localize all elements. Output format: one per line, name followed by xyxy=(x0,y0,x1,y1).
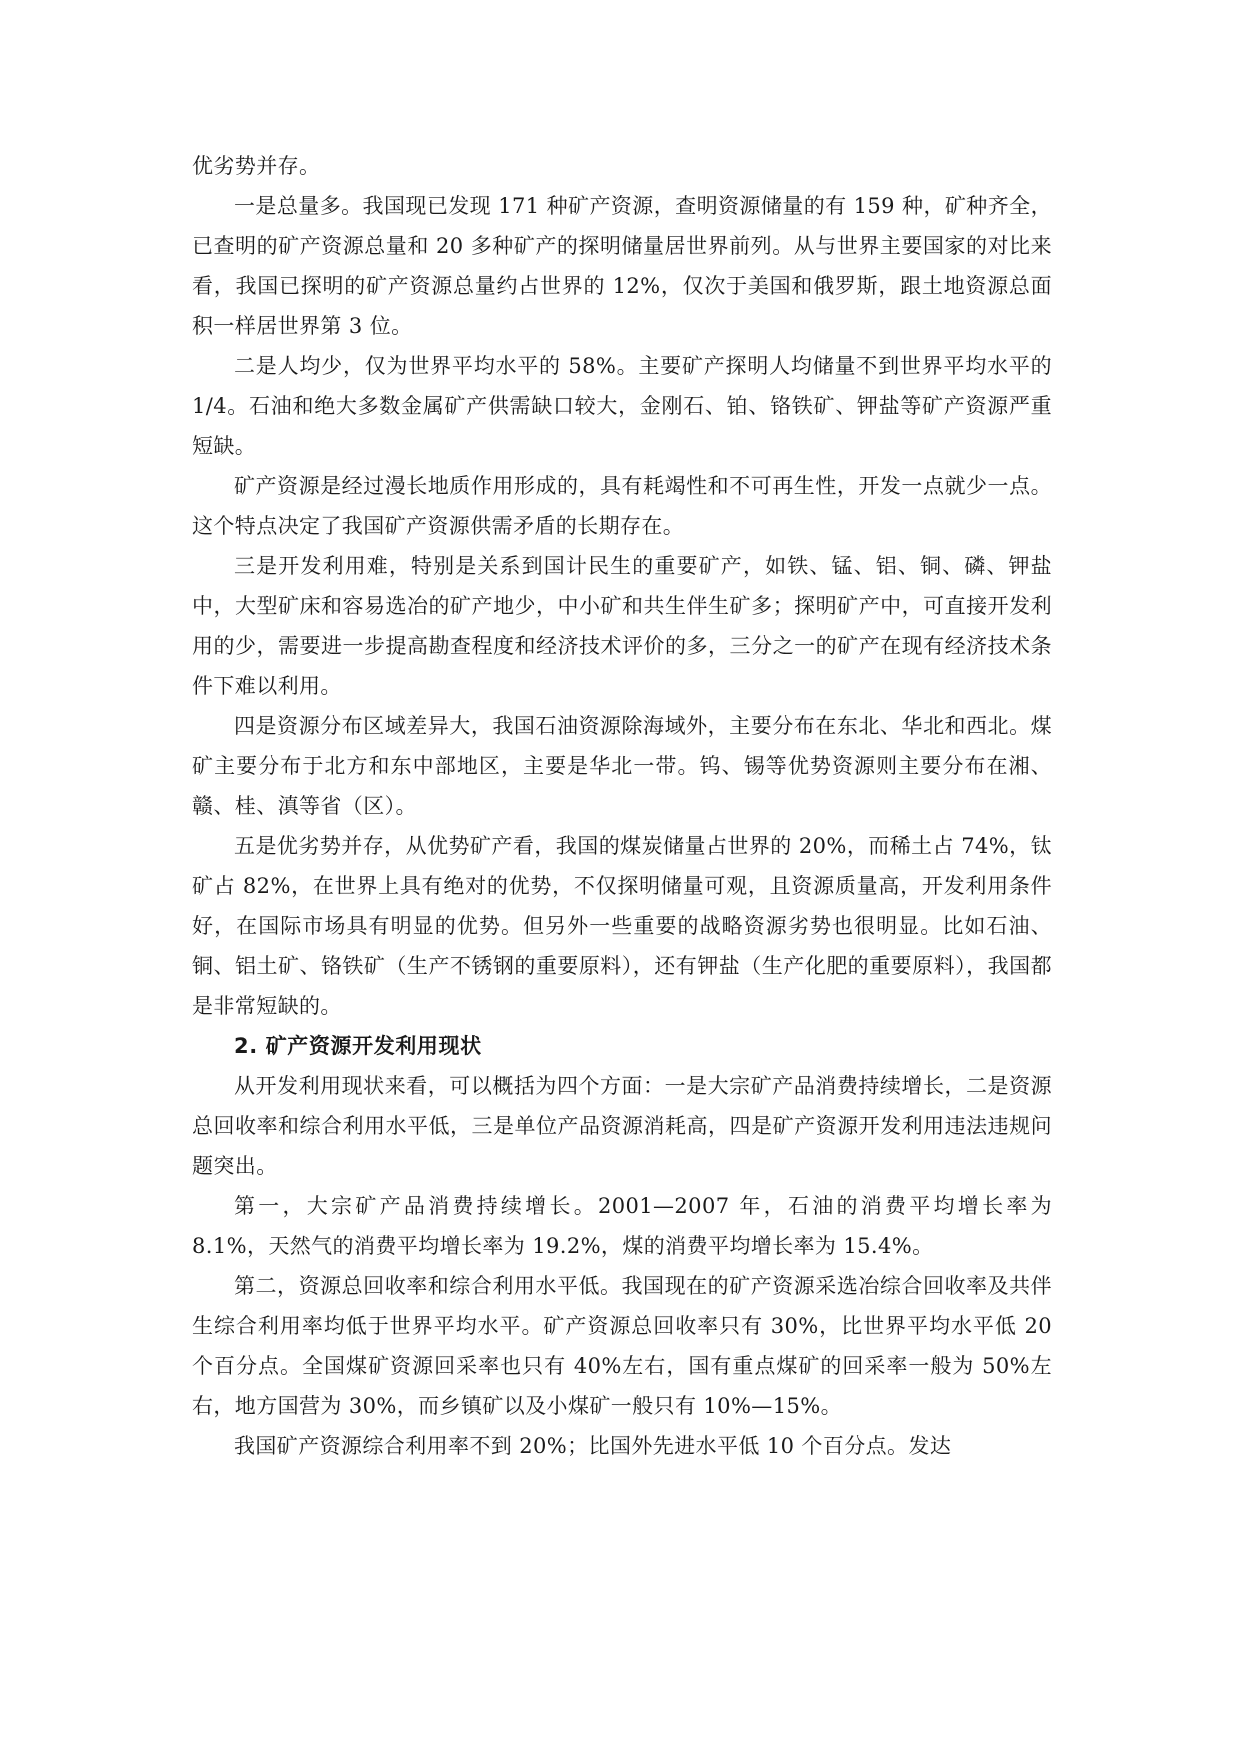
paragraph-regional-distribution: 四是资源分布区域差异大，我国石油资源除海域外，主要分布在东北、华北和西北。煤矿主要分布于北方和东中部地区，主要是华北一带。钨、锡等优势资源则主要分布在湘、赣、桂、滇等省（区）。 xyxy=(192,714,1052,818)
paragraph-per-capita: 二是人均少，仅为世界平均水平的 58%。主要矿产探明人均储量不到世界平均水平的 1/4。石油和绝大多数金属矿产供需缺口较大，金刚石、铂、铬铁矿、钾盐等矿产资源严重短缺。 xyxy=(192,354,1052,458)
section-heading: 2. 矿产资源开发利用现状 xyxy=(234,1034,482,1058)
paragraph-consumption-growth: 第一，大宗矿产品消费持续增长。2001—2007 年，石油的消费平均增长率为 8.1%，天然气的消费平均增长率为 19.2%，煤的消费平均增长率为 15.4%。 xyxy=(192,1194,1052,1258)
paragraph-utilization-rate: 我国矿产资源综合利用率不到 20%；比国外先进水平低 10 个百分点。发达 xyxy=(234,1434,952,1458)
paragraph-nonrenewable: 矿产资源是经过漫长地质作用形成的，具有耗竭性和不可再生性，开发一点就少一点。这个特点决定了我国矿产资源供需矛盾的长期存在。 xyxy=(192,474,1052,538)
paragraph-strengths-weaknesses: 五是优劣势并存，从优势矿产看，我国的煤炭储量占世界的 20%，而稀土占 74%，钛矿占 82%，在世界上具有绝对的优势，不仅探明储量可观，且资源质量高，开发利用条件好，在国际市场具有明显的优势。但另外一些重要的战略资源劣势也很明显。比如石油、铜、铝土矿、铬铁矿（生产不锈钢的重要原料），还有钾盐（生产化肥的重要原料），我国都是非常短缺的。 xyxy=(192,834,1052,1018)
paragraph-recovery-rate: 第二，资源总回收率和综合利用水平低。我国现在的矿产资源采选冶综合回收率及共伴生综合利用率均低于世界平均水平。矿产资源总回收率只有 30%，比世界平均水平低 20 个百分点。全国煤矿资源回采率也只有 40%左右，国有重点煤矿的回采率一般为 50%左右，地方国营为 30%，而乡镇矿以及小煤矿一般只有 10%—15%。 xyxy=(192,1274,1052,1418)
paragraph-development-difficulty: 三是开发利用难，特别是关系到国计民生的重要矿产，如铁、锰、铝、铜、磷、钾盐中，大型矿床和容易选冶的矿产地少，中小矿和共生伴生矿多；探明矿产中，可直接开发利用的少，需要进一步提高勘查程度和经济技术评价的多，三分之一的矿产在现有经济技术条件下难以利用。 xyxy=(192,554,1052,698)
paragraph-overview: 从开发利用现状来看，可以概括为四个方面：一是大宗矿产品消费持续增长，二是资源总回收率和综合利用水平低，三是单位产品资源消耗高，四是矿产资源开发利用违法违规问题突出。 xyxy=(192,1074,1052,1178)
paragraph-continuation: 优劣势并存。 xyxy=(192,154,321,178)
document-page xyxy=(192,146,1052,1466)
paragraph-total-quantity: 一是总量多。我国现已发现 171 种矿产资源，查明资源储量的有 159 种，矿种齐全，已查明的矿产资源总量和 20 多种矿产的探明储量居世界前列。从与世界主要国家的对比来看，我国已探明的矿产资源总量约占世界的 12%，仅次于美国和俄罗斯，跟土地资源总面积一样居世界第 3 位。 xyxy=(192,194,1052,338)
